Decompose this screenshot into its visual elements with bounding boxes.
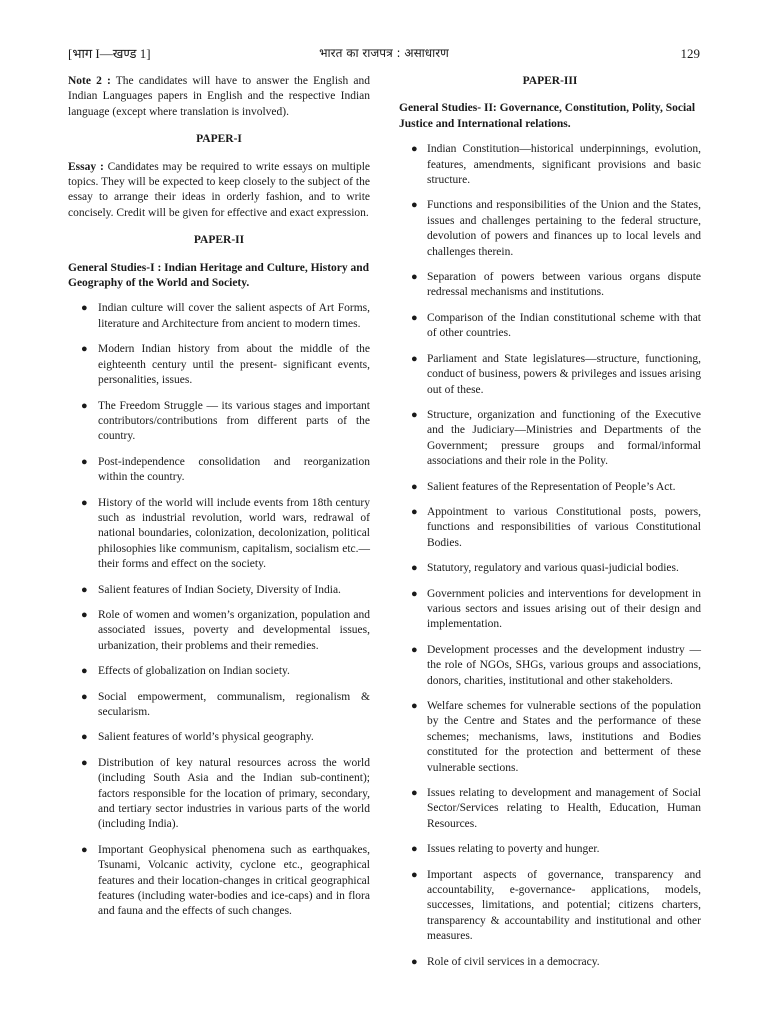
bullet-icon: ● (411, 408, 418, 421)
list-item: ● Important Geophysical phenomena such as earthquakes, Tsunami, Volcanic activity, cyclone etc., geographical features and their location-changes in critical geographical features (including water-bodies and ice-caps) and in flora and fauna and the effects of such changes. (81, 843, 370, 918)
list-item: ● Indian culture will cover the salient aspects of Art Forms, literature and Architecture from ancient to modern times. (81, 302, 370, 330)
bullet-icon: ● (411, 643, 418, 656)
note-text: The candidates will have to answer the English and Indian Languages papers in English and the respective Indian language (except where translation is involved). (68, 75, 370, 118)
bullet-icon: ● (81, 455, 88, 468)
list-item: ● Salient features of world’s physical geography. (68, 730, 370, 745)
paper-1-heading: PAPER-I (196, 133, 242, 146)
paper-3-heading: PAPER-III (522, 75, 578, 87)
paper-3-subheading: General Studies- II: Governance, Constitution, Polity, Social Justice and International relations. (399, 102, 696, 130)
bullet-icon: ● (81, 343, 88, 356)
bullet-icon: ● (411, 352, 418, 365)
paper-2-subheading: General Studies-I : Indian Heritage and Culture, History and Geography of the World and Society. (68, 261, 370, 290)
page-header (68, 44, 700, 62)
paper-2-topic-list (68, 301, 370, 919)
bullet-icon: ● (411, 955, 418, 968)
list-item: ● Government policies and interventions for development in various sectors and issues arising out of their design and implementation. (411, 587, 701, 631)
header-gazette-title: भारत का राजपत्र : असाधारण (319, 46, 449, 60)
list-item: ● Appointment to various Constitutional posts, powers, functions and responsibilities of various Constitutional Bodies. (411, 505, 701, 549)
list-item: ● Functions and responsibilities of the Union and the States, issues and challenges pertaining to the federal structure, devolution of powers and finances up to local levels and challenges therein. (411, 199, 701, 258)
bullet-icon: ● (411, 271, 418, 284)
bullet-icon: ● (411, 311, 418, 324)
bullet-icon: ● (81, 756, 88, 769)
bullet-icon: ● (411, 587, 418, 600)
bullet-icon: ● (81, 731, 88, 744)
list-item: ● Separation of powers between various organs dispute redressal mechanisms and institutions. (411, 271, 701, 299)
bullet-icon: ● (411, 562, 418, 575)
page-number: 129 (680, 46, 700, 61)
list-item: ● Comparison of the Indian constitutional scheme with that of other countries. (411, 311, 701, 340)
essay-paragraph (68, 160, 370, 222)
list-item: ● Social empowerment, communalism, regionalism & secularism. (81, 690, 370, 718)
list-item: ● Statutory, regulatory and various quasi-judicial bodies. (399, 561, 701, 576)
bullet-icon: ● (411, 480, 418, 493)
list-item: ● Salient features of the Representation of People’s Act. (399, 480, 701, 495)
bullet-icon: ● (81, 608, 88, 621)
bullet-icon: ● (81, 399, 88, 412)
bullet-icon: ● (81, 665, 88, 678)
list-item: ● Important aspects of governance, transparency and accountability, e-governance- applications, models, successes, limitations, and potential; citizens charters, transparency & accountability and institutional and other measures. (411, 868, 701, 943)
list-item: ● Development processes and the development industry —the role of NGOs, SHGs, various groups and associations, donors, charities, institutional and other stakeholders. (411, 643, 701, 687)
list-item: ● Issues relating to development and management of Social Sector/Services relating to Health, Education, Human Resources. (411, 787, 701, 830)
list-item: ● Salient features of Indian Society, Diversity of India. (68, 583, 370, 598)
list-item: ● Modern Indian history from about the middle of the eighteenth century until the present- significant events, personalities, issues. (81, 343, 370, 387)
list-item: ● Role of women and women’s organization, population and associated issues, poverty and developmental issues, urbanization, their problems and their remedies. (81, 608, 370, 652)
list-item: ● Distribution of key natural resources across the world (including South Asia and the Indian sub-continent); factors responsible for the location of primary, secondary, and tertiary sector industries in various parts of the world (including India). (81, 756, 370, 831)
list-item: ● Structure, organization and functioning of the Executive and the Judiciary—Ministries and Departments of the Government; pressure groups and formal/informal associations and their role in the Polity. (411, 408, 701, 468)
essay-text: Candidates may be required to write essays on multiple topics. They will be expected to keep closely to the subject of the essay to arrange their ideas in orderly fashion, and to write concisely. Credit will be given for effective and exact expression. (68, 160, 371, 219)
right-column (399, 74, 701, 980)
bullet-icon: ● (411, 700, 418, 712)
header-part-label: [भाग I—खण्ड 1] (68, 46, 151, 61)
bullet-icon: ● (411, 787, 418, 800)
paper-2-heading: PAPER-II (193, 234, 245, 247)
bullet-icon: ● (411, 199, 418, 212)
list-item: ● Indian Constitution—historical underpinnings, evolution, features, amendments, significant provisions and basic structure. (411, 143, 701, 187)
list-item: ● Post-independence consolidation and reorganization within the country. (81, 455, 370, 484)
list-item: ● Welfare schemes for vulnerable sections of the population by the Centre and States and the performance of these schemes; mechanisms, laws, institutions and Bodies constituted for the protection and betterment of these vulnerable sections. (411, 700, 701, 774)
bullet-icon: ● (81, 583, 88, 596)
list-item: ● Effects of globalization on Indian society. (68, 664, 370, 679)
bullet-icon: ● (411, 505, 418, 518)
bullet-icon: ● (81, 843, 88, 856)
note-label: Note 2 : (68, 75, 111, 87)
bullet-icon: ● (81, 690, 88, 703)
essay-label: Essay : (68, 160, 104, 173)
left-column (68, 74, 370, 930)
note-2-paragraph (68, 74, 370, 120)
list-item: ● The Freedom Struggle — its various stages and important contributors/contributions from different parts of the country. (81, 399, 370, 443)
bullet-icon: ● (411, 868, 418, 881)
list-item: ● Parliament and State legislatures—structure, functioning, conduct of business, powers & privileges and issues arising out of these. (411, 352, 701, 396)
bullet-icon: ● (81, 302, 88, 315)
list-item: ● Issues relating to poverty and hunger. (399, 842, 701, 857)
list-item: ● History of the world will include events from 18th century such as industrial revolution, world wars, redrawal of national boundaries, colonization, decolonization, political philosophies like communism, capitalism, socialism etc.— their forms and effect on the society. (81, 496, 370, 571)
bullet-icon: ● (81, 496, 88, 509)
list-item: ● Role of civil services in a democracy. (399, 955, 701, 970)
paper-3-topic-list (399, 142, 701, 970)
bullet-icon: ● (411, 143, 418, 156)
bullet-icon: ● (411, 843, 418, 856)
